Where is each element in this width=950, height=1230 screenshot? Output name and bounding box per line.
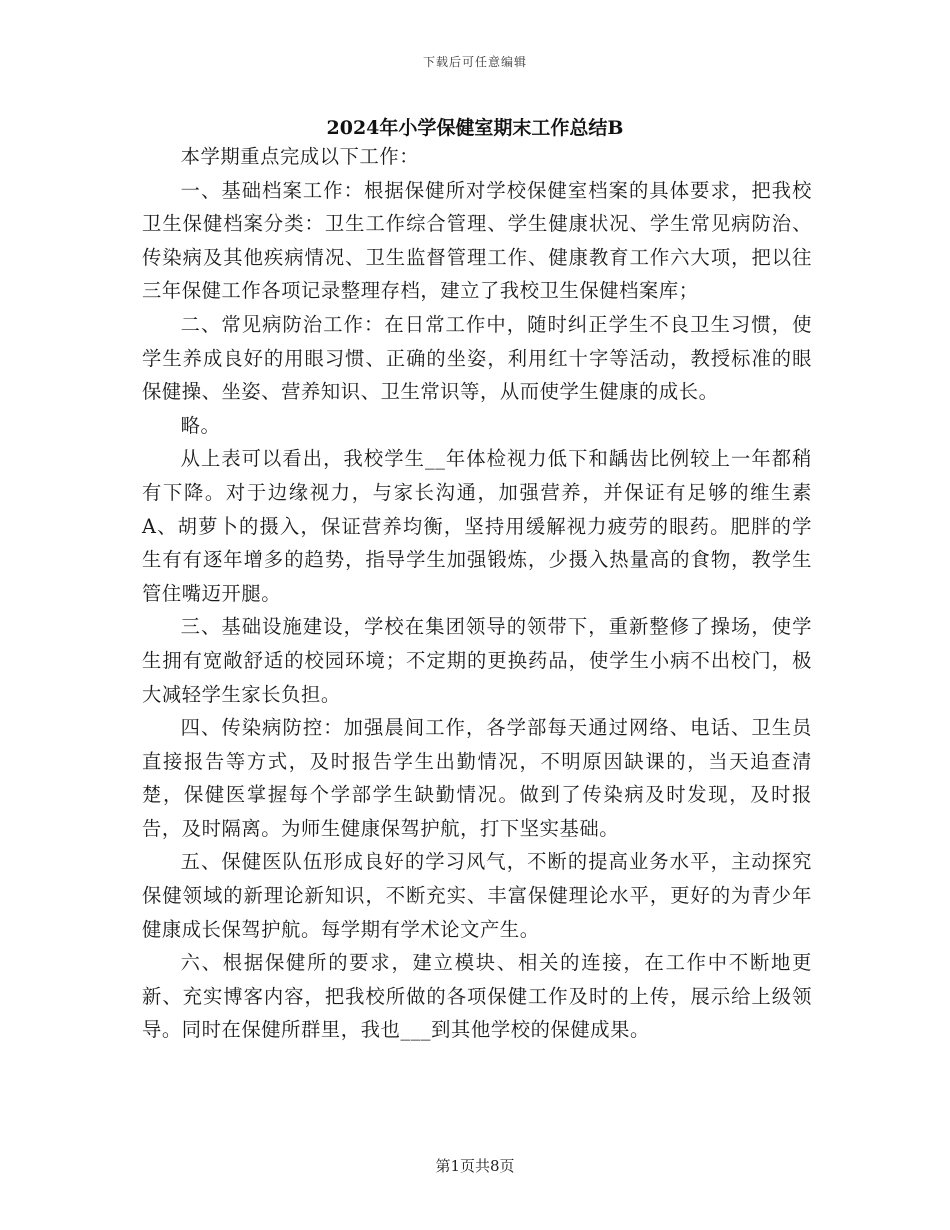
page-title: 2024年小学保健室期末工作总结B: [326, 117, 624, 139]
paragraph-intro: 本学期重点完成以下工作：: [180, 145, 420, 168]
paragraph-infrastructure: 三、基础设施建设，学校在集团领导的领带下，重新整修了操场，使学生拥有宽敞舒适的校园环境；不定期的更换药品，使学生小病不出校门，极大减轻学生家长负担。: [142, 615, 812, 706]
paragraph-staff-learning: 五、保健医队伍形成良好的学习风气，不断的提高业务水平，主动探究保健领域的新理论新知识，不断充实、丰富保健理论水平，更好的为青少年健康成长保驾护航。每学期有学术论文产生。: [142, 850, 812, 941]
paragraph-table-analysis: 从上表可以看出，我校学生__年体检视力低下和龋齿比例较上一年都稍有下降。对于边缘视力，与家长沟通，加强营养，并保证有足够的维生素A、胡萝卜的摄入，保证营养均衡，坚持用缓解视力疲劳的眼药。肥胖的学生有有逐年增多的趋势，指导学生加强锻炼，少摄入热量高的食物，教学生管住嘴迈开腿。: [142, 447, 812, 605]
paragraph-omitted: 略。: [180, 413, 221, 437]
document-body: [142, 140, 812, 1047]
paragraph-disease-prevention: 二、常见病防治工作：在日常工作中，随时纠正学生不良卫生习惯，使学生养成良好的用眼习惯、正确的坐姿，利用红十字等活动，教授标准的眼保健操、坐姿、营养知识、卫生常识等，从而使学生健康的成长。: [142, 312, 812, 404]
page-number: 第1页共8页: [435, 1157, 515, 1175]
paragraph-infection-control: 四、传染病防控：加强晨间工作，各学部每天通过网络、电话、卫生员直接报告等方式，及时报告学生出勤情况，不明原因缺课的，当天追查清楚，保健医掌握每个学部学生缺勤情况。做到了传染病及时发现，及时报告，及时隔离。为师生健康保驾护航，打下坚实基础。: [142, 716, 812, 840]
paragraph-blog-update: 六、根据保健所的要求，建立模块、相关的连接，在工作中不断地更新、充实博客内容，把我校所做的各项保健工作及时的上传，展示给上级领导。同时在保健所群里，我也___到其他学校的保健成果。: [142, 951, 812, 1042]
header-note: 下载后可任意编辑: [422, 55, 527, 69]
paragraph-archive: 一、基础档案工作：根据保健所对学校保健室档案的具体要求，把我校卫生保健档案分类：卫生工作综合管理、学生健康状况、学生常见病防治、传染病及其他疾病情况、卫生监督管理工作、健康教育工作六大项，把以往三年保健工作各项记录整理存档，建立了我校卫生保健档案库；: [142, 178, 812, 303]
